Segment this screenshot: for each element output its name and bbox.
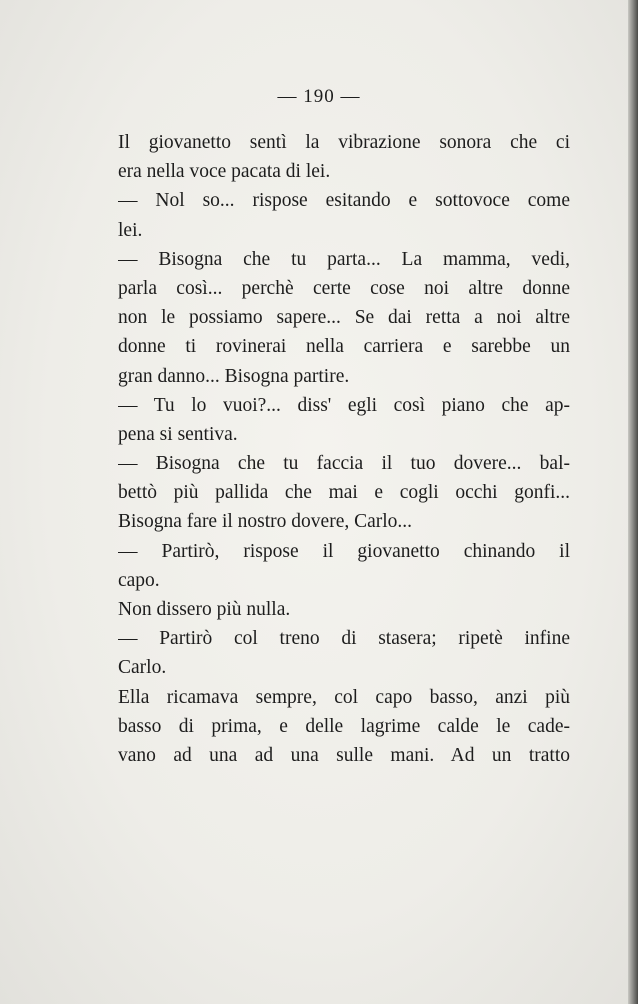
text-line: vano ad una ad una sulle mani. Ad un tratto [118,744,570,766]
text-line: Il giovanetto sentì la vibrazione sonora che ci [118,132,570,153]
text-line: Carlo. [118,657,167,679]
text-line: gran danno... Bisogna partire. [118,365,350,387]
text-line: Ella ricamava sempre, col capo basso, anzi più [118,686,570,708]
text-line: pena si sentiva. [118,423,238,445]
text-line: — Bisogna che tu parta... La mamma, vedi, [118,248,570,270]
text-line: donne ti rovinerai nella carriera e sarebbe un [118,336,570,358]
text-line: bettò più pallida che mai e cogli occhi gonfi... [118,482,570,504]
text-line: — Bisogna che tu faccia il tuo dovere... bal- [118,453,570,475]
page-text [118,128,570,770]
text-line: capo. [118,569,160,591]
text-line: parla così... perchè certe cose noi altre donne [118,277,570,299]
text-line: era nella voce pacata di lei. [118,161,331,183]
text-line: — Tu lo vuoi?... diss' egli così piano che ap- [118,394,570,416]
text-line: Bisogna fare il nostro dovere, Carlo... [118,511,413,533]
book-spine-shadow [628,0,638,1004]
text-line: Non dissero più nulla. [118,599,291,620]
text-line: lei. [118,219,143,241]
text-line: — Partirò col treno di stasera; ripetè infine [118,628,570,650]
text-line: — Nol so... rispose esitando e sottovoce come [118,190,570,212]
text-line: — Partirò, rispose il giovanetto chinando il [118,540,570,562]
text-line: basso di prima, e delle lagrime calde le cade- [118,715,570,737]
text-line: non le possiamo sapere... Se dai retta a noi altre [118,307,570,329]
page-number: — 190 — [277,86,361,107]
